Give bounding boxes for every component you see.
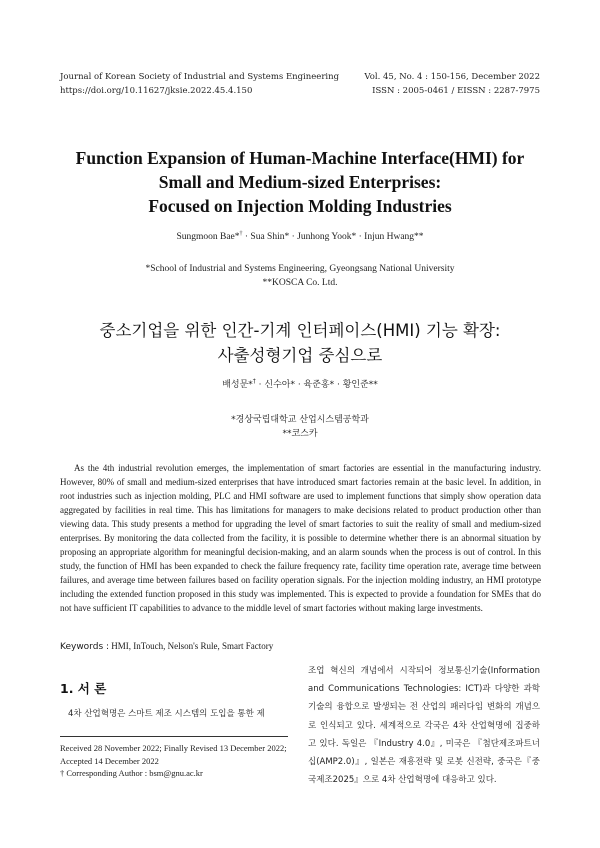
keywords — [60, 641, 540, 652]
section-heading-introduction: 1. 서 론 — [60, 681, 107, 696]
abstract: As the 4th industrial revolution emerges, the implementation of smart factories are essential in the manufacturing industry. However, 80% of small and medium-sized enterprises that have introduced smart factories remain at the basic level. In addition, in root industries such as injection molding, PLC and HMI software are used to implement functions that simply show operation data aggregated by facilities in real time. This has limitations for managers to make decisions related to product production other than viewing data. This study presents a method for upgrading the level of smart factories to suit the reality of small and medium-sized enterprises. By monitoring the data collected from the facility, it is possible to determine whether there is an abnormal situation by proposing an appropriate algorithm for meaningful decision-making, and an alarm sounds when the process is out of control. In this study, the function of HMI has been expanded to check the failure frequency rate, facility time operation rate, average time between failures, and average time between failures based on facility operation signals. For the injection molding industry, an HMI prototype including the extended function proposed in this study was implemented. This is expected to provide a foundation for SMEs that do not have sufficient IT capabilities to advance to the middle level of smart factories without making large investments. — [60, 463, 541, 613]
english-title-line-1: Function Expansion of Human-Machine Interface(HMI) for — [75, 148, 525, 168]
korean-title-line-2: 사출성형기업 중심으로 — [217, 346, 383, 365]
affiliation-1: *School of Industrial and Systems Engineering, Gyeongsang National University — [145, 264, 455, 274]
english-title-line-2: Small and Medium-sized Enterprises: — [158, 172, 442, 192]
doi-link[interactable]: https://doi.org/10.11627/jksie.2022.45.4.150 — [60, 86, 253, 96]
affiliation-ko-1: *경상국립대학교 산업시스템공학과 — [231, 415, 369, 425]
corresponding-author — [60, 767, 296, 780]
first-author-ko: 배성문* — [222, 380, 253, 390]
keywords-list: HMI, InTouch, Nelson's Rule, Smart Factory — [109, 641, 274, 651]
english-title-line-3: Focused on Injection Molding Industries — [148, 196, 452, 216]
running-header-right — [364, 70, 540, 98]
journal-name: Journal of Korean Society of Industrial and Systems Engineering — [60, 72, 340, 82]
first-author: Sungmoon Bae* — [176, 232, 240, 243]
received-dates: Received 28 November 2022; Finally Revised 13 December 2022; Accepted 14 December 2022 — [60, 743, 287, 766]
korean-title — [40, 318, 560, 368]
corresponding-mark-ko: † — [252, 378, 256, 385]
other-authors: · Sua Shin* · Junhong Yook* · Injun Hwang** — [242, 232, 424, 243]
korean-title-line-1: 중소기업을 위한 인간-기계 인터페이스(HMI) 기능 확장: — [99, 321, 501, 340]
other-authors-ko: · 신수아* · 육준홍* · 황인준** — [255, 380, 378, 390]
intro-paragraph-right: 조업 혁신의 개념에서 시작되어 정보통신기술(Information and Communications Technologies: ICT)과 다양한 과학기술의 융합으로 발생되는 전 산업의 패러다임 변화의 개념으로 인식되고 있다. 세계적으로 각국은 4차 산업혁명에 집중하고 있다. 독일은 『Industry 4.0』, 미국은 『첨단제조파트너십(AMP2.0)』, 일본은 재흥전략 및 로봇 신전략, 중국은『중국제조2025』으로 4차 산업혁명에 대응하고 있다. — [308, 666, 540, 786]
running-header-left — [60, 70, 339, 98]
footnote — [60, 742, 296, 780]
affiliation-ko-2: **코스카 — [282, 429, 318, 439]
korean-affiliations — [40, 413, 560, 441]
english-affiliations — [40, 262, 560, 290]
issn-info: ISSN : 2005-0461 / EISSN : 2287-7975 — [372, 86, 540, 96]
footnote-divider — [60, 736, 288, 737]
corresponding-mark: † — [239, 231, 243, 237]
volume-info: Vol. 45, No. 4 : 150-156, December 2022 — [364, 72, 540, 82]
korean-authors — [40, 377, 560, 390]
english-authors — [40, 231, 560, 242]
affiliation-2: **KOSCA Co. Ltd. — [262, 278, 338, 288]
corresponding-email: Corresponding Author : bsm@gnu.ac.kr — [64, 768, 203, 778]
dagger-mark: † — [60, 768, 65, 778]
english-title — [40, 146, 560, 218]
intro-paragraph-left: 4차 산업혁명은 스마트 제조 시스템의 도입을 통한 제 — [68, 709, 265, 719]
keywords-label: Keywords : — [60, 642, 110, 652]
